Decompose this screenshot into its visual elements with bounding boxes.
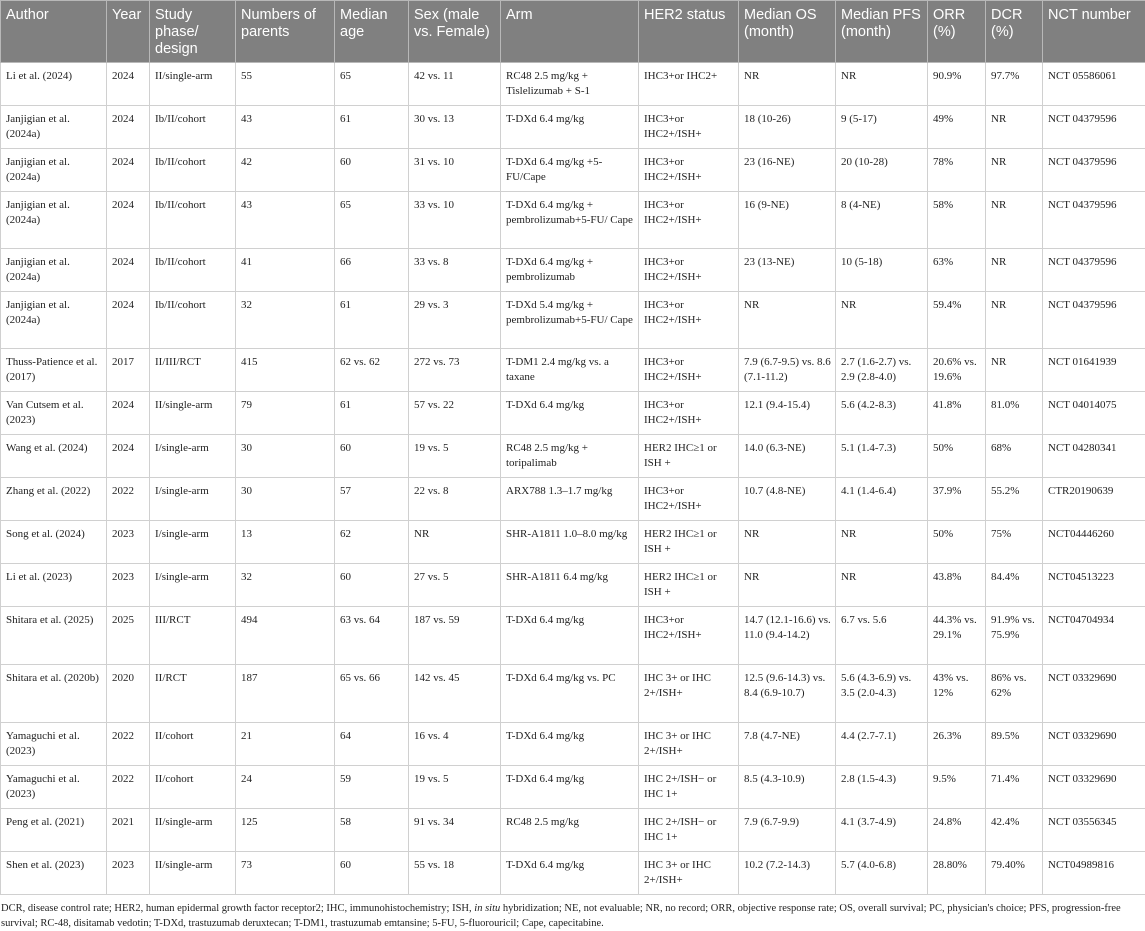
table-row	[1, 435, 1145, 478]
cell-study-phase: Ib/II/cohort	[150, 106, 236, 149]
cell-study-phase: I/single-arm	[150, 478, 236, 521]
cell-median-pfs: 4.1 (1.4-6.4)	[836, 478, 928, 521]
cell-study-phase: II/single-arm	[150, 63, 236, 106]
cell-sex: 16 vs. 4	[409, 723, 501, 766]
cell-patients: 13	[236, 521, 335, 564]
cell-median-pfs: 5.6 (4.3-6.9) vs. 3.5 (2.0-4.3)	[836, 665, 928, 723]
cell-her2-status: IHC 2+/ISH− or IHC 1+	[639, 809, 739, 852]
cell-sex: 272 vs. 73	[409, 349, 501, 392]
cell-nct: NCT 03329690	[1043, 766, 1145, 809]
cell-dcr: NR	[986, 292, 1043, 349]
cell-dcr: NR	[986, 192, 1043, 249]
cell-arm: T-DXd 6.4 mg/kg	[501, 852, 639, 895]
table-row	[1, 106, 1145, 149]
cell-sex: 31 vs. 10	[409, 149, 501, 192]
cell-dcr: 79.40%	[986, 852, 1043, 895]
col-header-author: Author	[1, 1, 107, 63]
cell-author: Janjigian et al. (2024a)	[1, 106, 107, 149]
cell-year: 2024	[107, 106, 150, 149]
cell-patients: 187	[236, 665, 335, 723]
cell-patients: 24	[236, 766, 335, 809]
cell-author: Shitara et al. (2020b)	[1, 665, 107, 723]
cell-dcr: NR	[986, 349, 1043, 392]
cell-study-phase: II/cohort	[150, 766, 236, 809]
cell-dcr: 84.4%	[986, 564, 1043, 607]
cell-study-phase: II/III/RCT	[150, 349, 236, 392]
cell-nct: NCT 04379596	[1043, 292, 1145, 349]
col-header-nct: NCT number	[1043, 1, 1145, 63]
cell-dcr: 86% vs. 62%	[986, 665, 1043, 723]
cell-orr: 63%	[928, 249, 986, 292]
cell-year: 2023	[107, 852, 150, 895]
cell-year: 2021	[107, 809, 150, 852]
cell-median-age: 57	[335, 478, 409, 521]
cell-year: 2017	[107, 349, 150, 392]
cell-arm: T-DXd 6.4 mg/kg vs. PC	[501, 665, 639, 723]
cell-author: Janjigian et al. (2024a)	[1, 192, 107, 249]
cell-dcr: 75%	[986, 521, 1043, 564]
cell-patients: 32	[236, 564, 335, 607]
footnote-text-1: DCR, disease control rate; HER2, human epidermal growth factor receptor2; IHC, immunohistochemistry; ISH,	[1, 903, 474, 914]
cell-nct: NCT 05586061	[1043, 63, 1145, 106]
cell-arm: SHR-A1811 6.4 mg/kg	[501, 564, 639, 607]
table-row	[1, 852, 1145, 895]
col-header-median-os: Median OS (month)	[739, 1, 836, 63]
cell-median-os: 18 (10-26)	[739, 106, 836, 149]
cell-median-os: NR	[739, 564, 836, 607]
cell-median-age: 61	[335, 106, 409, 149]
cell-nct: NCT 01641939	[1043, 349, 1145, 392]
table-row	[1, 478, 1145, 521]
cell-median-age: 60	[335, 564, 409, 607]
col-header-arm: Arm	[501, 1, 639, 63]
header-row	[1, 1, 1145, 63]
col-header-median-pfs: Median PFS (month)	[836, 1, 928, 63]
cell-median-os: 14.0 (6.3-NE)	[739, 435, 836, 478]
cell-median-age: 61	[335, 292, 409, 349]
cell-arm: RC48 2.5 mg/kg + Tislelizumab + S-1	[501, 63, 639, 106]
cell-median-age: 62 vs. 62	[335, 349, 409, 392]
cell-median-age: 58	[335, 809, 409, 852]
cell-year: 2024	[107, 435, 150, 478]
cell-nct: NCT 04014075	[1043, 392, 1145, 435]
cell-author: Yamaguchi et al. (2023)	[1, 723, 107, 766]
col-header-median-age: Median age	[335, 1, 409, 63]
cell-sex: 33 vs. 8	[409, 249, 501, 292]
cell-nct: NCT04513223	[1043, 564, 1145, 607]
cell-arm: T-DXd 6.4 mg/kg + pembrolizumab	[501, 249, 639, 292]
col-header-sex: Sex (male vs. Female)	[409, 1, 501, 63]
cell-sex: 142 vs. 45	[409, 665, 501, 723]
cell-dcr: 91.9% vs. 75.9%	[986, 607, 1043, 665]
cell-dcr: NR	[986, 249, 1043, 292]
cell-median-age: 65 vs. 66	[335, 665, 409, 723]
cell-her2-status: IHC3+or IHC2+/ISH+	[639, 392, 739, 435]
cell-median-age: 59	[335, 766, 409, 809]
cell-dcr: 97.7%	[986, 63, 1043, 106]
cell-year: 2024	[107, 392, 150, 435]
cell-dcr: NR	[986, 106, 1043, 149]
table-row	[1, 665, 1145, 723]
cell-arm: T-DXd 6.4 mg/kg +5-FU/Cape	[501, 149, 639, 192]
cell-median-age: 65	[335, 63, 409, 106]
cell-dcr: 68%	[986, 435, 1043, 478]
cell-nct: NCT04704934	[1043, 607, 1145, 665]
cell-year: 2024	[107, 292, 150, 349]
footnote-italic: in situ	[474, 903, 500, 914]
cell-patients: 73	[236, 852, 335, 895]
cell-nct: NCT 04379596	[1043, 249, 1145, 292]
cell-median-age: 61	[335, 392, 409, 435]
cell-dcr: 89.5%	[986, 723, 1043, 766]
col-header-study-phase: Study phase/ design	[150, 1, 236, 63]
cell-her2-status: IHC3+or IHC2+/ISH+	[639, 249, 739, 292]
cell-median-pfs: 5.6 (4.2-8.3)	[836, 392, 928, 435]
table-row	[1, 723, 1145, 766]
table-row	[1, 192, 1145, 249]
cell-arm: T-DM1 2.4 mg/kg vs. a taxane	[501, 349, 639, 392]
cell-study-phase: II/RCT	[150, 665, 236, 723]
cell-median-os: 7.8 (4.7-NE)	[739, 723, 836, 766]
cell-orr: 59.4%	[928, 292, 986, 349]
cell-orr: 43% vs. 12%	[928, 665, 986, 723]
cell-author: Janjigian et al. (2024a)	[1, 149, 107, 192]
cell-median-pfs: 9 (5-17)	[836, 106, 928, 149]
cell-year: 2025	[107, 607, 150, 665]
cell-arm: T-DXd 6.4 mg/kg + pembrolizumab+5-FU/ Cape	[501, 192, 639, 249]
cell-median-os: 16 (9-NE)	[739, 192, 836, 249]
cell-median-os: NR	[739, 292, 836, 349]
cell-median-age: 62	[335, 521, 409, 564]
cell-study-phase: II/single-arm	[150, 809, 236, 852]
cell-nct: NCT04989816	[1043, 852, 1145, 895]
cell-dcr: NR	[986, 149, 1043, 192]
table-row	[1, 766, 1145, 809]
cell-orr: 43.8%	[928, 564, 986, 607]
cell-year: 2022	[107, 766, 150, 809]
table-row	[1, 63, 1145, 106]
cell-author: Li et al. (2024)	[1, 63, 107, 106]
cell-year: 2024	[107, 63, 150, 106]
cell-author: Li et al. (2023)	[1, 564, 107, 607]
cell-sex: 19 vs. 5	[409, 435, 501, 478]
cell-median-os: 12.5 (9.6-14.3) vs. 8.4 (6.9-10.7)	[739, 665, 836, 723]
table-row	[1, 607, 1145, 665]
cell-year: 2024	[107, 249, 150, 292]
cell-median-os: NR	[739, 63, 836, 106]
table-row	[1, 564, 1145, 607]
cell-her2-status: IHC 2+/ISH− or IHC 1+	[639, 766, 739, 809]
cell-study-phase: Ib/II/cohort	[150, 149, 236, 192]
cell-median-os: 7.9 (6.7-9.5) vs. 8.6 (7.1-11.2)	[739, 349, 836, 392]
cell-orr: 24.8%	[928, 809, 986, 852]
cell-arm: T-DXd 6.4 mg/kg	[501, 723, 639, 766]
cell-author: Yamaguchi et al. (2023)	[1, 766, 107, 809]
cell-her2-status: IHC3+or IHC2+/ISH+	[639, 292, 739, 349]
cell-her2-status: IHC3+or IHC2+	[639, 63, 739, 106]
cell-median-pfs: 5.7 (4.0-6.8)	[836, 852, 928, 895]
cell-author: Song et al. (2024)	[1, 521, 107, 564]
col-header-orr: ORR (%)	[928, 1, 986, 63]
cell-orr: 49%	[928, 106, 986, 149]
cell-author: Janjigian et al. (2024a)	[1, 249, 107, 292]
cell-median-pfs: NR	[836, 564, 928, 607]
cell-orr: 9.5%	[928, 766, 986, 809]
cell-median-pfs: 20 (10-28)	[836, 149, 928, 192]
cell-median-pfs: NR	[836, 521, 928, 564]
cell-orr: 78%	[928, 149, 986, 192]
cell-patients: 41	[236, 249, 335, 292]
col-header-patients: Numbers of parents	[236, 1, 335, 63]
cell-her2-status: IHC 3+ or IHC 2+/ISH+	[639, 852, 739, 895]
table-row	[1, 249, 1145, 292]
cell-dcr: 71.4%	[986, 766, 1043, 809]
cell-arm: RC48 2.5 mg/kg + toripalimab	[501, 435, 639, 478]
cell-orr: 28.80%	[928, 852, 986, 895]
cell-her2-status: IHC3+or IHC2+/ISH+	[639, 192, 739, 249]
cell-median-pfs: 6.7 vs. 5.6	[836, 607, 928, 665]
cell-median-age: 60	[335, 435, 409, 478]
cell-sex: 30 vs. 13	[409, 106, 501, 149]
cell-her2-status: HER2 IHC≥1 or ISH +	[639, 435, 739, 478]
cell-nct: NCT 04280341	[1043, 435, 1145, 478]
table-row	[1, 292, 1145, 349]
cell-arm: T-DXd 6.4 mg/kg	[501, 607, 639, 665]
cell-her2-status: IHC 3+ or IHC 2+/ISH+	[639, 665, 739, 723]
cell-dcr: 42.4%	[986, 809, 1043, 852]
cell-study-phase: III/RCT	[150, 607, 236, 665]
cell-median-pfs: NR	[836, 63, 928, 106]
cell-median-os: 12.1 (9.4-15.4)	[739, 392, 836, 435]
cell-arm: T-DXd 6.4 mg/kg	[501, 766, 639, 809]
cell-study-phase: II/single-arm	[150, 852, 236, 895]
cell-nct: NCT 03329690	[1043, 723, 1145, 766]
cell-orr: 37.9%	[928, 478, 986, 521]
cell-her2-status: IHC 3+ or IHC 2+/ISH+	[639, 723, 739, 766]
cell-her2-status: IHC3+or IHC2+/ISH+	[639, 149, 739, 192]
table-row	[1, 809, 1145, 852]
cell-median-age: 65	[335, 192, 409, 249]
cell-author: Shen et al. (2023)	[1, 852, 107, 895]
cell-median-pfs: 2.7 (1.6-2.7) vs. 2.9 (2.8-4.0)	[836, 349, 928, 392]
cell-nct: NCT04446260	[1043, 521, 1145, 564]
cell-her2-status: HER2 IHC≥1 or ISH +	[639, 521, 739, 564]
cell-author: Wang et al. (2024)	[1, 435, 107, 478]
cell-study-phase: Ib/II/cohort	[150, 292, 236, 349]
cell-year: 2023	[107, 564, 150, 607]
cell-arm: SHR-A1811 1.0–8.0 mg/kg	[501, 521, 639, 564]
cell-nct: NCT 03556345	[1043, 809, 1145, 852]
table-footnote	[0, 895, 1145, 931]
cell-median-pfs: 5.1 (1.4-7.3)	[836, 435, 928, 478]
cell-year: 2023	[107, 521, 150, 564]
cell-patients: 55	[236, 63, 335, 106]
cell-author: Van Cutsem et al. (2023)	[1, 392, 107, 435]
table-row	[1, 149, 1145, 192]
cell-nct: NCT 03329690	[1043, 665, 1145, 723]
cell-orr: 58%	[928, 192, 986, 249]
cell-sex: 22 vs. 8	[409, 478, 501, 521]
cell-study-phase: I/single-arm	[150, 564, 236, 607]
cell-her2-status: HER2 IHC≥1 or ISH +	[639, 564, 739, 607]
cell-patients: 30	[236, 435, 335, 478]
col-header-year: Year	[107, 1, 150, 63]
cell-arm: RC48 2.5 mg/kg	[501, 809, 639, 852]
table-body	[1, 63, 1145, 895]
cell-nct: NCT 04379596	[1043, 192, 1145, 249]
cell-sex: 91 vs. 34	[409, 809, 501, 852]
cell-median-os: NR	[739, 521, 836, 564]
cell-arm: T-DXd 6.4 mg/kg	[501, 392, 639, 435]
cell-orr: 50%	[928, 435, 986, 478]
cell-study-phase: II/cohort	[150, 723, 236, 766]
cell-patients: 79	[236, 392, 335, 435]
cell-study-phase: II/single-arm	[150, 392, 236, 435]
cell-year: 2022	[107, 478, 150, 521]
cell-dcr: 55.2%	[986, 478, 1043, 521]
cell-arm: ARX788 1.3–1.7 mg/kg	[501, 478, 639, 521]
cell-median-pfs: 4.1 (3.7-4.9)	[836, 809, 928, 852]
cell-sex: 57 vs. 22	[409, 392, 501, 435]
cell-her2-status: IHC3+or IHC2+/ISH+	[639, 478, 739, 521]
cell-median-os: 7.9 (6.7-9.9)	[739, 809, 836, 852]
cell-median-age: 66	[335, 249, 409, 292]
cell-patients: 30	[236, 478, 335, 521]
cell-author: Shitara et al. (2025)	[1, 607, 107, 665]
cell-median-os: 23 (16-NE)	[739, 149, 836, 192]
cell-nct: CTR20190639	[1043, 478, 1145, 521]
cell-nct: NCT 04379596	[1043, 106, 1145, 149]
cell-author: Thuss-Patience et al. (2017)	[1, 349, 107, 392]
cell-orr: 90.9%	[928, 63, 986, 106]
cell-median-age: 60	[335, 149, 409, 192]
cell-study-phase: I/single-arm	[150, 435, 236, 478]
cell-median-age: 60	[335, 852, 409, 895]
cell-sex: 27 vs. 5	[409, 564, 501, 607]
cell-patients: 21	[236, 723, 335, 766]
cell-median-pfs: 2.8 (1.5-4.3)	[836, 766, 928, 809]
cell-author: Peng et al. (2021)	[1, 809, 107, 852]
col-header-dcr: DCR (%)	[986, 1, 1043, 63]
cell-nct: NCT 04379596	[1043, 149, 1145, 192]
cell-orr: 50%	[928, 521, 986, 564]
cell-year: 2024	[107, 192, 150, 249]
cell-patients: 43	[236, 106, 335, 149]
cell-year: 2020	[107, 665, 150, 723]
cell-her2-status: IHC3+or IHC2+/ISH+	[639, 607, 739, 665]
cell-her2-status: IHC3+or IHC2+/ISH+	[639, 349, 739, 392]
cell-sex: 19 vs. 5	[409, 766, 501, 809]
cell-patients: 43	[236, 192, 335, 249]
cell-median-os: 10.7 (4.8-NE)	[739, 478, 836, 521]
cell-patients: 415	[236, 349, 335, 392]
table-row	[1, 392, 1145, 435]
cell-arm: T-DXd 5.4 mg/kg + pembrolizumab+5-FU/ Cape	[501, 292, 639, 349]
cell-sex: 33 vs. 10	[409, 192, 501, 249]
col-header-her2-status: HER2 status	[639, 1, 739, 63]
cell-median-os: 14.7 (12.1-16.6) vs. 11.0 (9.4-14.2)	[739, 607, 836, 665]
cell-median-os: 23 (13-NE)	[739, 249, 836, 292]
cell-median-pfs: 4.4 (2.7-7.1)	[836, 723, 928, 766]
cell-orr: 20.6% vs. 19.6%	[928, 349, 986, 392]
cell-median-os: 10.2 (7.2-14.3)	[739, 852, 836, 895]
cell-dcr: 81.0%	[986, 392, 1043, 435]
cell-study-phase: Ib/II/cohort	[150, 192, 236, 249]
cell-orr: 44.3% vs. 29.1%	[928, 607, 986, 665]
cell-her2-status: IHC3+or IHC2+/ISH+	[639, 106, 739, 149]
cell-study-phase: Ib/II/cohort	[150, 249, 236, 292]
cell-patients: 42	[236, 149, 335, 192]
cell-orr: 41.8%	[928, 392, 986, 435]
cell-patients: 32	[236, 292, 335, 349]
cell-sex: 187 vs. 59	[409, 607, 501, 665]
cell-year: 2022	[107, 723, 150, 766]
cell-median-os: 8.5 (4.3-10.9)	[739, 766, 836, 809]
cell-patients: 125	[236, 809, 335, 852]
cell-sex: 29 vs. 3	[409, 292, 501, 349]
cell-author: Zhang et al. (2022)	[1, 478, 107, 521]
cell-median-age: 63 vs. 64	[335, 607, 409, 665]
cell-median-pfs: 10 (5-18)	[836, 249, 928, 292]
cell-year: 2024	[107, 149, 150, 192]
table-row	[1, 521, 1145, 564]
table-row	[1, 349, 1145, 392]
cell-sex: 42 vs. 11	[409, 63, 501, 106]
cell-patients: 494	[236, 607, 335, 665]
cell-median-age: 64	[335, 723, 409, 766]
cell-orr: 26.3%	[928, 723, 986, 766]
cell-author: Janjigian et al. (2024a)	[1, 292, 107, 349]
footnote-text-2: hybridization; NE, not evaluable; NR, no record; ORR, objective response rate; OS, overall survival; PC, physician's choice; PFS, progression-free survival; RC-48, disitamab vedotin; T-DXd, trastuzumab deruxtecan; T-DM1, trastuzumab emtansine; 5-FU, 5-fluorouricil; Cape, capecitabine.	[1, 903, 1121, 929]
cell-median-pfs: NR	[836, 292, 928, 349]
cell-median-pfs: 8 (4-NE)	[836, 192, 928, 249]
cell-sex: NR	[409, 521, 501, 564]
cell-study-phase: I/single-arm	[150, 521, 236, 564]
cell-sex: 55 vs. 18	[409, 852, 501, 895]
cell-arm: T-DXd 6.4 mg/kg	[501, 106, 639, 149]
